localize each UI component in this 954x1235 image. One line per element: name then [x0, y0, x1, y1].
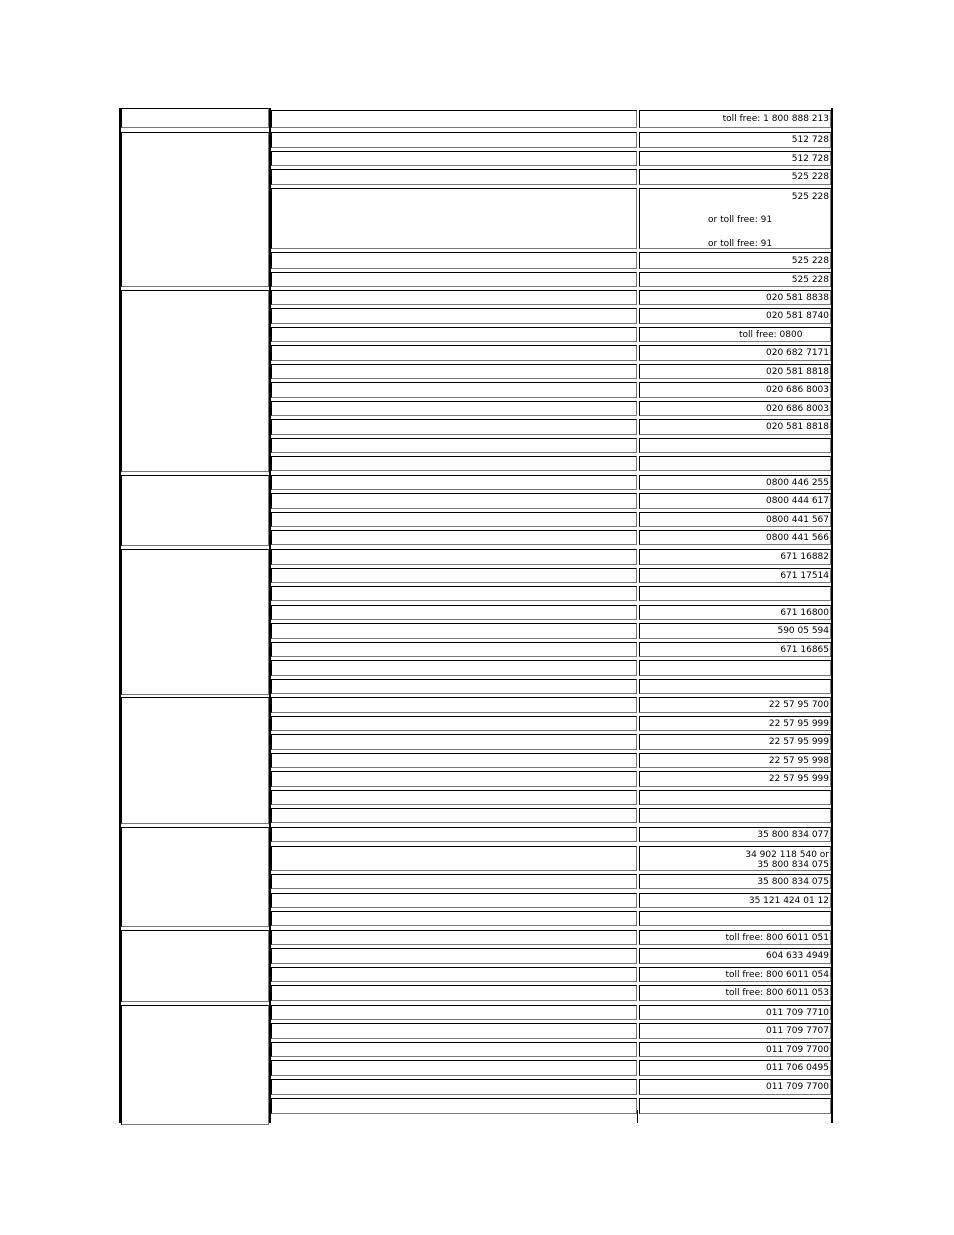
service-name-cell: [271, 530, 637, 545]
phone-number-cell: [639, 808, 831, 823]
service-name-cell: [271, 874, 637, 889]
service-name-cell: [271, 679, 637, 694]
phone-number-text: 604 633 4949: [766, 951, 829, 961]
service-name-cell: [271, 771, 637, 787]
service-name-cell: [271, 660, 637, 676]
service-name-cell: [271, 1005, 637, 1020]
phone-number-text: 0800 441 566: [766, 533, 829, 543]
country-group-cell: [121, 132, 269, 287]
service-name-cell: [271, 364, 637, 379]
country-group-cell: [121, 697, 269, 824]
phone-number-text: toll free: 800 6011 053: [725, 988, 829, 998]
service-name-cell: [271, 290, 637, 305]
column-rule: [637, 1110, 638, 1123]
service-name-cell: [271, 1060, 637, 1076]
phone-number-cell: [639, 438, 831, 453]
service-name-cell: [271, 623, 637, 639]
service-name-cell: [271, 512, 637, 527]
service-name-cell: [271, 110, 637, 128]
phone-number-text: 0800 446 255: [766, 478, 829, 488]
service-name-cell: [271, 1042, 637, 1057]
phone-number-text: 671 16800: [780, 608, 829, 618]
phone-number-text: toll free: 1 800 888 213: [722, 114, 829, 124]
service-name-cell: [271, 753, 637, 768]
phone-number-text: 35 800 834 075: [757, 877, 829, 887]
phone-number-text: 34 902 118 540 or: [745, 850, 829, 860]
phone-number-text: 0800 444 617: [766, 496, 829, 506]
service-name-cell: [271, 790, 637, 805]
column-rule: [831, 108, 833, 1123]
phone-number-text: 020 581 8838: [766, 293, 829, 303]
service-name-cell: [271, 605, 637, 620]
country-group-cell: [121, 930, 269, 1002]
phone-number-text: 0800 441 567: [766, 515, 829, 525]
phone-number-text: 525 228: [791, 172, 829, 182]
service-name-cell: [271, 893, 637, 908]
phone-number-cell: [639, 1098, 831, 1114]
phone-number-cell: [639, 679, 831, 694]
phone-number-text: 011 709 7700: [766, 1045, 829, 1055]
service-name-cell: [271, 438, 637, 453]
phone-number-cell: [639, 911, 831, 926]
service-name-cell: [271, 151, 637, 166]
phone-number-text: 525 228: [791, 256, 829, 266]
service-name-cell: [271, 716, 637, 731]
phone-number-text: 011 709 7700: [766, 1082, 829, 1092]
service-name-cell: [271, 911, 637, 926]
service-name-cell: [271, 1098, 637, 1114]
phone-number-text: 020 581 8818: [766, 367, 829, 377]
phone-number-cell: [639, 456, 831, 471]
service-name-cell: [271, 846, 637, 871]
phone-number-text: 011 709 7710: [766, 1008, 829, 1018]
service-name-cell: [271, 827, 637, 842]
service-name-cell: [271, 1079, 637, 1095]
service-name-cell: [271, 475, 637, 490]
service-name-cell: [271, 967, 637, 982]
service-name-cell: [271, 272, 637, 287]
service-name-cell: [271, 568, 637, 583]
service-name-cell: [271, 252, 637, 269]
service-name-cell: [271, 308, 637, 324]
phone-number-text: 671 16882: [780, 552, 829, 562]
service-name-cell: [271, 345, 637, 361]
service-name-cell: [271, 169, 637, 185]
phone-number-text: 590 05 594: [777, 626, 829, 636]
phone-number-text: 525 228: [791, 275, 829, 285]
country-group-cell: [121, 108, 269, 128]
service-name-cell: [271, 327, 637, 342]
phone-number-text: 020 686 8003: [766, 404, 829, 414]
country-group-cell: [121, 549, 269, 695]
phone-number-text: 020 682 7171: [766, 348, 829, 358]
phone-number-text: toll free: 800 6011 051: [725, 933, 829, 943]
phone-number-text: 35 121 424 01 12: [748, 896, 829, 906]
phone-number-text: 35 800 834 075: [757, 860, 829, 870]
phone-number-text: 35 800 834 077: [757, 830, 829, 840]
country-group-cell: [121, 1005, 269, 1125]
service-name-cell: [271, 985, 637, 1001]
phone-number-cell: [639, 586, 831, 601]
phone-number-text: toll free: 800 6011 054: [725, 970, 829, 980]
phone-number-text: 22 57 95 700: [768, 700, 829, 710]
country-group-cell: [121, 475, 269, 546]
phone-number-text: 22 57 95 999: [768, 719, 829, 729]
phone-number-cell: [639, 790, 831, 805]
phone-number-text: 22 57 95 999: [768, 737, 829, 747]
service-name-cell: [271, 697, 637, 713]
service-name-cell: [271, 808, 637, 823]
service-name-cell: [271, 493, 637, 509]
service-name-cell: [271, 930, 637, 945]
phone-number-text: 22 57 95 998: [768, 756, 829, 766]
phone-number-cell: [639, 660, 831, 676]
phone-number-text: or toll free: 91: [708, 215, 773, 225]
service-name-cell: [271, 132, 637, 148]
service-name-cell: [271, 456, 637, 471]
service-name-cell: [271, 1023, 637, 1039]
country-group-cell: [121, 290, 269, 472]
phone-number-text: 020 581 8740: [766, 311, 829, 321]
service-name-cell: [271, 642, 637, 657]
phone-number-text: or toll free: 91: [708, 239, 773, 249]
phone-number-text: 011 706 0495: [766, 1063, 829, 1073]
service-name-cell: [271, 549, 637, 565]
phone-number-text: 512 728: [791, 135, 829, 145]
phone-number-text: 525 228: [791, 192, 829, 202]
service-name-cell: [271, 401, 637, 416]
phone-number-text: toll free: 0800: [739, 330, 803, 340]
service-name-cell: [271, 419, 637, 435]
phone-number-text: 020 686 8003: [766, 385, 829, 395]
country-group-cell: [121, 827, 269, 927]
phone-number-text: 011 709 7707: [766, 1026, 829, 1036]
service-name-cell: [271, 948, 637, 964]
service-name-cell: [271, 188, 637, 249]
service-name-cell: [271, 382, 637, 398]
service-name-cell: [271, 586, 637, 601]
phone-number-text: 671 17514: [780, 571, 829, 581]
phone-number-text: 512 728: [791, 154, 829, 164]
service-name-cell: [271, 734, 637, 750]
phone-number-text: 22 57 95 999: [768, 774, 829, 784]
phone-number-text: 671 16865: [780, 645, 829, 655]
phone-number-text: 020 581 8818: [766, 422, 829, 432]
